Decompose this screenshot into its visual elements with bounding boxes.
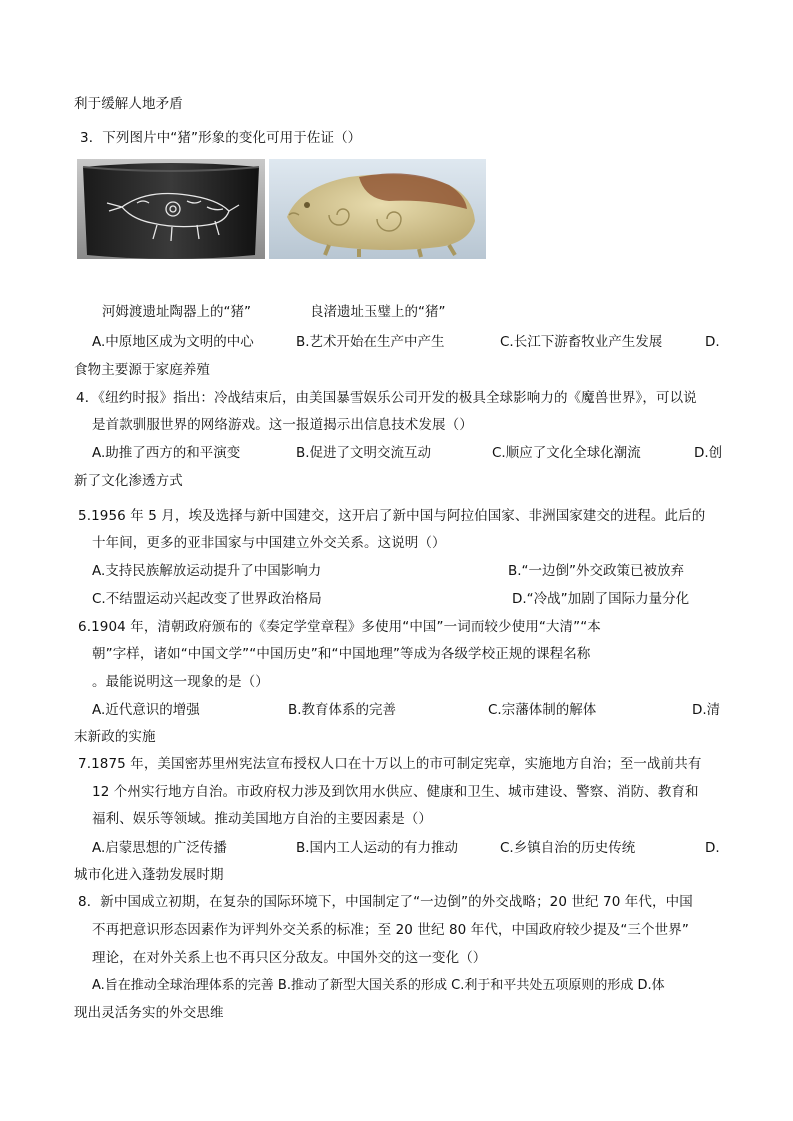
- q4-option-b: B.促进了文明交流互动: [296, 445, 432, 461]
- q3-option-a: A.中原地区成为文明的中心: [92, 334, 254, 350]
- q4-option-a: A.助推了西方的和平演变: [92, 445, 241, 461]
- q4-line-2: 是首款驯服世界的网络游戏。这一报道揭示出信息技术发展（）: [92, 417, 473, 433]
- q3-option-c: C.长江下游畜牧业产生发展: [500, 334, 663, 350]
- q5-option-c: C.不结盟运动兴起改变了世界政治格局: [92, 591, 322, 607]
- lead-line: 利于缓解人地矛盾: [74, 96, 183, 112]
- q6-line-1: 6.1904 年，清朝政府颁布的《奏定学堂章程》多使用“中国”一词而较少使用“大清”“本: [78, 619, 601, 635]
- q8-options-line: A.旨在推动全球治理体系的完善 B.推动了新型大国关系的形成 C.利于和平共处五项原则的形成 D.体: [92, 978, 665, 993]
- q7-option-b: B.国内工人运动的有力推动: [296, 840, 459, 856]
- q5-line-1: 5.1956 年 5 月，埃及选择与新中国建交，这开启了新中国与阿拉伯国家、非洲国家建交的进程。此后的: [78, 508, 706, 524]
- liangzhu-pig-jade-image: [269, 159, 486, 259]
- q8-line-3: 理论，在对外关系上也不再只区分敌友。中国外交的这一变化（）: [92, 950, 487, 966]
- q7-option-c: C.乡镇自治的历史传统: [500, 840, 636, 856]
- q7-option-d-wrap: 城市化进入蓬勃发展时期: [74, 867, 224, 883]
- q8-line-1: 8．新中国成立初期，在复杂的国际环境下，中国制定了“一边倒”的外交战略；20 世纪 70 年代，中国: [78, 894, 693, 910]
- q8-option-d-wrap: 现出灵活务实的外交思维: [74, 1005, 224, 1021]
- q5-option-d: D.“冷战”加剧了国际力量分化: [512, 591, 690, 607]
- q6-line-2: 朝”字样，诸如“中国文学”“中国历史”和“中国地理”等成为各级学校正规的课程名称: [92, 646, 591, 662]
- q7-option-a: A.启蒙思想的广泛传播: [92, 840, 227, 856]
- q3-option-d-wrap: 食物主要源于家庭养殖: [74, 362, 210, 378]
- q3-stem: 3．下列图片中“猪”形象的变化可用于佐证（）: [80, 130, 362, 146]
- q8-line-2: 不再把意识形态因素作为评判外交关系的标准；至 20 世纪 80 年代，中国政府较少提及“三个世界”: [92, 922, 689, 938]
- q4-option-d-wrap: 新了文化渗透方式: [74, 473, 183, 489]
- q7-option-d: D.: [705, 840, 720, 856]
- q3-option-b: B.艺术开始在生产中产生: [296, 334, 445, 350]
- liangzhu-caption: 良渚遗址玉璧上的“猪”: [310, 304, 446, 320]
- q6-option-d-wrap: 末新政的实施: [74, 729, 156, 745]
- q6-option-a: A.近代意识的增强: [92, 702, 200, 718]
- hemudu-caption: 河姆渡遗址陶器上的“猪”: [102, 304, 251, 320]
- q6-option-c: C.宗藩体制的解体: [488, 702, 597, 718]
- hemudu-pig-pottery-image: [77, 159, 265, 259]
- q7-line-3: 福利、娱乐等领域。推动美国地方自治的主要因素是（）: [92, 811, 432, 827]
- q3-option-d: D.: [705, 334, 720, 350]
- q7-line-2: 12 个州实行地方自治。市政府权力涉及到饮用水供应、健康和卫生、城市建设、警察、消防、教育和: [92, 784, 699, 800]
- q7-line-1: 7.1875 年，美国密苏里州宪法宣布授权人口在十万以上的市可制定宪章，实施地方自治；至一战前共有: [78, 756, 702, 772]
- q4-line-1: 4．《纽约时报》指出：冷战结束后，由美国暴雪娱乐公司开发的极具全球影响力的《魔兽世界》，可以说: [76, 390, 697, 406]
- q5-line-2: 十年间，更多的亚非国家与中国建立外交关系。这说明（）: [92, 535, 446, 551]
- q6-option-b: B.教育体系的完善: [288, 702, 397, 718]
- q4-option-d: D.创: [694, 445, 723, 461]
- q5-option-a: A.支持民族解放运动提升了中国影响力: [92, 563, 322, 579]
- q6-line-3: 。最能说明这一现象的是（）: [92, 674, 269, 690]
- q4-option-c: C.顺应了文化全球化潮流: [492, 445, 641, 461]
- q6-option-d: D.清: [692, 702, 721, 718]
- q5-option-b: B.“一边倒”外交政策已被放弃: [508, 563, 685, 579]
